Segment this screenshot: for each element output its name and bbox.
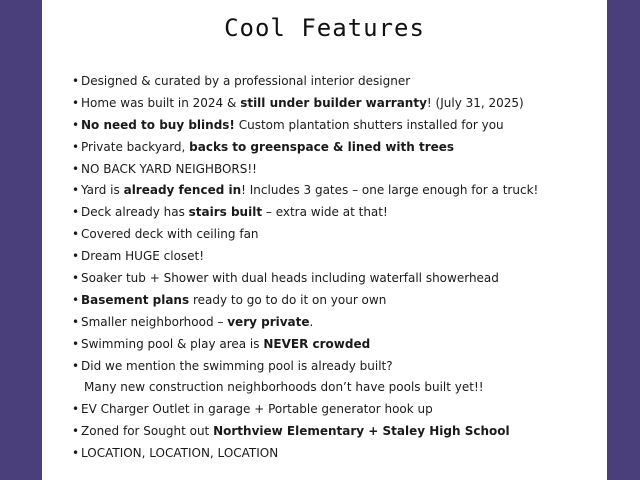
feature-text: Smaller neighborhood – [81, 314, 228, 329]
feature-item [72, 115, 538, 137]
feature-text: – extra wide at that! [262, 205, 388, 220]
bullet-icon: • [72, 139, 80, 154]
feature-text: Soaker tub + Shower with dual heads including waterfall showerhead [81, 271, 499, 286]
feature-text-bold: stairs built [188, 205, 263, 220]
bullet-icon: • [72, 183, 80, 198]
feature-item [72, 443, 538, 465]
page-title: Cool Features [224, 14, 425, 42]
feature-item [72, 246, 538, 268]
feature-text: LOCATION, LOCATION, LOCATION [81, 446, 279, 461]
feature-text: EV Charger Outlet in garage + Portable generator hook up [81, 402, 433, 417]
feature-item [72, 224, 538, 246]
features-panel [42, 0, 607, 480]
bullet-icon: • [72, 402, 80, 417]
feature-text-bold: No need to buy blinds! [81, 117, 235, 132]
feature-text: ready to go to do it on your own [189, 292, 387, 307]
feature-item [72, 180, 538, 202]
feature-text: Deck already has [81, 205, 189, 220]
feature-item [72, 93, 538, 115]
bullet-icon: • [72, 271, 80, 286]
feature-item [72, 268, 538, 290]
left-frame-border [0, 0, 42, 480]
feature-text-bold: Basement plans [81, 292, 190, 307]
feature-item [72, 71, 538, 93]
bullet-icon: • [72, 74, 80, 88]
feature-text: NO BACK YARD NEIGHBORS!! [81, 161, 257, 176]
bullet-icon: • [72, 249, 80, 264]
feature-item [72, 290, 538, 312]
bullet-icon: • [72, 95, 80, 110]
feature-text-bold: backs to greenspace & lined with trees [189, 139, 455, 154]
feature-item [72, 159, 538, 181]
feature-text: Yard is [81, 183, 124, 198]
feature-text: Dream HUGE closet! [81, 249, 205, 264]
bullet-icon: • [72, 227, 80, 242]
feature-text: Many new construction neighborhoods don’t have pools built yet!! [84, 380, 484, 395]
right-frame-border [607, 0, 640, 480]
feature-item [72, 312, 538, 334]
feature-text: Covered deck with ceiling fan [81, 227, 259, 242]
feature-text: Swimming pool & play area is [81, 336, 264, 351]
feature-text-bold: NEVER crowded [263, 336, 371, 351]
feature-item [72, 202, 538, 224]
feature-item [72, 137, 538, 159]
bullet-icon: • [72, 314, 80, 329]
feature-item [72, 356, 538, 378]
feature-text: ! Includes 3 gates – one large enough for a truck! [241, 183, 539, 198]
feature-continuation-line [72, 377, 538, 399]
feature-text: Designed & curated by a professional interior designer [81, 74, 411, 88]
feature-text: . [309, 314, 314, 329]
feature-text-bold: very private [227, 314, 310, 329]
feature-text: Home was built in 2024 & [81, 95, 241, 110]
bullet-icon: • [72, 205, 80, 220]
bullet-icon: • [72, 292, 80, 307]
bullet-icon: • [72, 161, 80, 176]
feature-text: ! (July 31, 2025) [426, 95, 524, 110]
feature-text-bold: still under builder warranty [240, 95, 427, 110]
bullet-icon: • [72, 117, 80, 132]
feature-item [72, 334, 538, 356]
feature-item [72, 399, 538, 421]
feature-item [72, 421, 538, 443]
bullet-icon: • [72, 336, 80, 351]
feature-text-bold: already fenced in [123, 183, 242, 198]
bullet-icon: • [72, 358, 80, 373]
bullet-icon: • [72, 446, 80, 461]
feature-text: Custom plantation shutters installed for you [234, 117, 504, 132]
bullet-icon: • [72, 424, 80, 439]
feature-text: Did we mention the swimming pool is already built? [81, 358, 393, 373]
feature-text-bold: Northview Elementary + Staley High School [213, 424, 510, 439]
feature-text: Zoned for Sought out [81, 424, 214, 439]
feature-text: Private backyard, [81, 139, 190, 154]
feature-list [72, 71, 538, 465]
